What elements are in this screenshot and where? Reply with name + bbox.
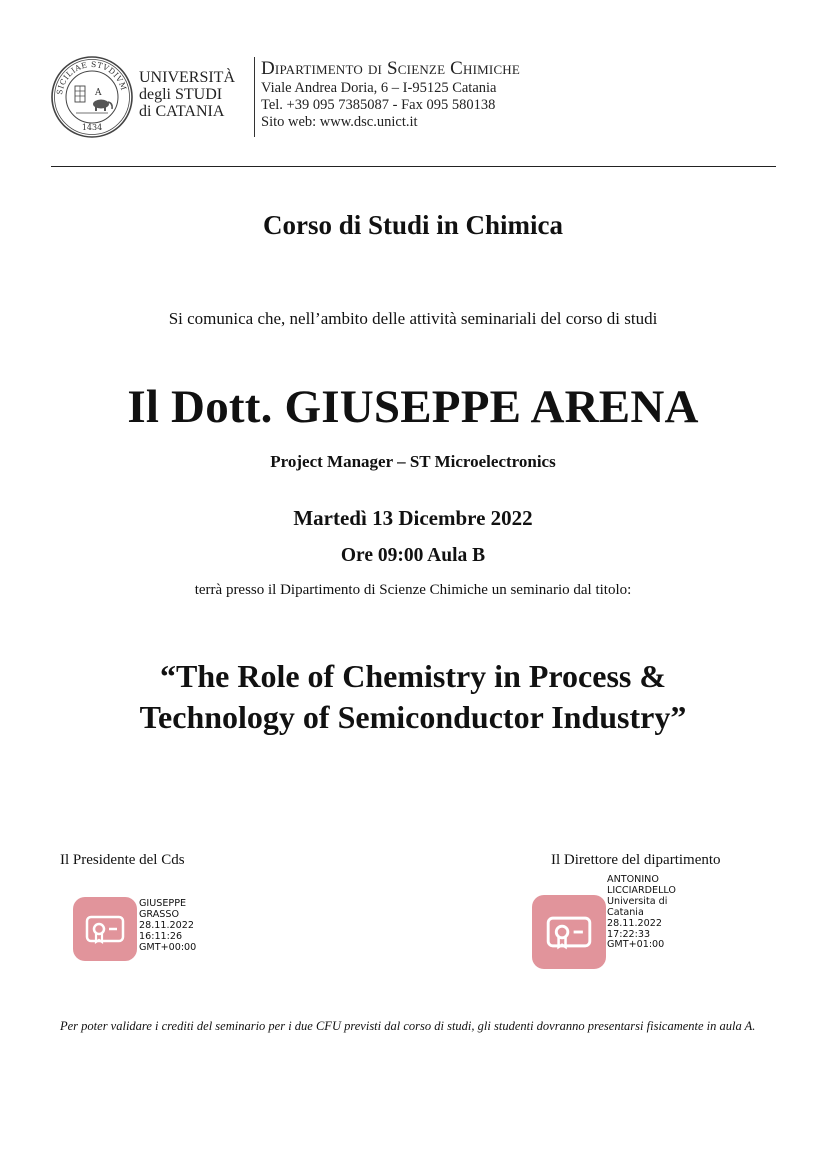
- announcement-text: terrà presso il Dipartimento di Scienze Chimiche un seminario dal titolo:: [194, 582, 632, 598]
- seminar-title-line: Technology of Semiconductor Industry”: [139, 699, 687, 735]
- svg-text:A: A: [95, 88, 102, 98]
- svg-text:SICILIAE STVDIVM GENERALE: SICILIAE STVDIVM: [55, 59, 129, 96]
- signature-line: GIUSEPPE: [139, 898, 187, 909]
- signature-line: ANTONINO: [607, 874, 659, 885]
- course-title: Corso di Studi in Chimica: [262, 210, 564, 240]
- signature-line: LICCIARDELLO: [607, 884, 676, 896]
- department-phone: Tel. +39 095 7385087 - Fax 095 580138: [261, 97, 496, 113]
- university-name-line: di CATANIA: [139, 103, 225, 120]
- university-name-line: degli STUDI: [139, 86, 223, 103]
- header-divider: [254, 57, 255, 137]
- signature-line: 17:22:33: [607, 928, 651, 940]
- speaker-name: Il Dott. GIUSEPPE ARENA: [127, 381, 699, 433]
- president-signature-label: Il Presidente del Cds: [60, 852, 185, 868]
- intro-text: Si comunica che, nell’ambito delle attività seminariali del corso di studi: [168, 309, 658, 328]
- seminar-title: [0, 656, 826, 738]
- department-info: [261, 58, 520, 131]
- digital-signature-icon: [73, 897, 137, 961]
- signature-line: Catania: [607, 906, 644, 918]
- digital-signature-icon: [532, 895, 606, 969]
- signature-line: Universita di: [607, 895, 668, 907]
- seminar-date: Martedì 13 Dicembre 2022: [293, 506, 533, 530]
- signature-line: GRASSO: [139, 908, 180, 920]
- signature-line: 16:11:26: [139, 930, 183, 942]
- signature-line: 28.11.2022: [139, 919, 194, 931]
- seminar-time-room: Ore 09:00 Aula B: [340, 545, 486, 566]
- director-signature-label: Il Direttore del dipartimento: [551, 852, 721, 868]
- department-website: Sito web: www.dsc.unict.it: [261, 114, 418, 130]
- signature-line: 28.11.2022: [607, 917, 662, 929]
- director-signature-details: [607, 875, 676, 951]
- president-signature-details: [139, 899, 196, 954]
- department-name: Dipartimento di Scienze Chimiche: [261, 58, 521, 79]
- department-address: Viale Andrea Doria, 6 – I-95125 Catania: [261, 80, 497, 96]
- speaker-role: Project Manager – ST Microelectronics: [270, 452, 556, 471]
- footnote: Per poter validare i crediti del seminario per i due CFU previsti dal corso di studi, gli studenti dovranno presentarsi fisicamente in aula A.: [60, 1019, 756, 1033]
- svg-text:1434: 1434: [81, 123, 103, 132]
- signature-line: GMT+00:00: [139, 941, 197, 953]
- seminar-title-line: “The Role of Chemistry in Process &: [160, 658, 666, 694]
- university-seal-icon: [50, 55, 134, 139]
- header-rule: [51, 166, 776, 167]
- signature-line: GMT+01:00: [607, 939, 665, 951]
- university-name: [139, 69, 235, 120]
- university-name-line: UNIVERSITÀ: [139, 69, 235, 86]
